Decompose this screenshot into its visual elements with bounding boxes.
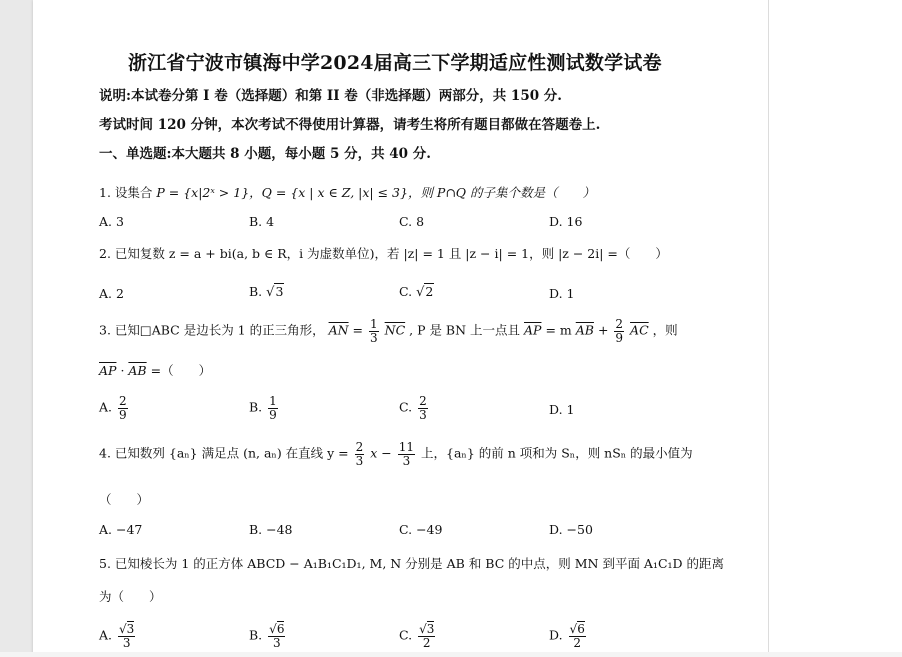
frac-denominator: 9: [269, 407, 277, 422]
q2-option-b-label: B.: [249, 284, 263, 299]
q2-option-d[interactable]: D. 1: [549, 286, 575, 301]
frac-numerator: 2: [355, 440, 364, 454]
fraction: [268, 395, 278, 421]
instruction-line-2: 考试时间 120 分钟，本次考试不得使用计算器，请考生将所有题目都做在答题卷上.: [99, 117, 601, 133]
q3-option-a-label: A.: [99, 399, 113, 415]
question-4-paren: （ ）: [99, 492, 150, 507]
fraction-two-ninths: [614, 318, 624, 344]
q1-sets: P = {x|2ˣ > 1}，Q = {x | x ∈ Z, |x| ≤ 3}，则 P∩Q 的子集个数是（ ）: [156, 185, 596, 200]
sqrt-symbol: √2: [416, 284, 434, 300]
frac-denominator: 3: [272, 635, 281, 650]
frac-numerator: 2: [419, 394, 427, 408]
q3-option-c-label: C.: [399, 399, 413, 415]
vector-nc: $\overline{NC}$: [384, 322, 406, 338]
q2-option-b-radicand: 3: [275, 284, 284, 299]
side-panel: [768, 0, 902, 657]
q2-option-c-label: C.: [399, 284, 413, 299]
q2-option-a[interactable]: A. 2: [99, 286, 124, 301]
question-3: [99, 318, 678, 344]
fraction: $\frac{√6}{3}$: [269, 622, 285, 650]
q1-option-a[interactable]: A. 3: [99, 214, 124, 229]
fraction: $\frac{√6}{2}$: [569, 622, 585, 650]
fraction: $\frac{√3}{3}$: [119, 622, 135, 650]
bottom-scrollbar[interactable]: [0, 652, 902, 657]
q1-prefix: 1. 设集合: [99, 185, 153, 200]
radicand: 6: [577, 622, 585, 636]
q5-option-a-label: A.: [99, 627, 113, 643]
frac-numerator: 1: [370, 317, 378, 331]
sqrt-symbol: √3: [266, 284, 284, 300]
question-4: [99, 441, 693, 467]
q3-line2-end: =（ ）: [150, 363, 212, 378]
question-2: 2. 已知复数 z = a + bi(a, b ∈ R，i 为虚数单位)，若 |z| = 1 且 |z − i| = 1，则 |z − 2i| =（ ）: [99, 246, 668, 261]
frac-denominator: 3: [355, 453, 364, 468]
vector-ab: $\overline{AB}$: [575, 322, 594, 338]
radicand: 6: [276, 622, 285, 636]
q5-option-a[interactable]: [99, 623, 137, 649]
exam-title: 浙江省宁波市镇海中学2024届高三下学期适应性测试数学试卷: [128, 52, 662, 74]
question-5-line-2: 为（ ）: [99, 589, 162, 604]
frac-denominator: 9: [119, 407, 127, 422]
frac-numerator: 2: [119, 394, 127, 408]
q3-option-a[interactable]: [99, 395, 130, 421]
q3-text-end: ，则: [652, 322, 678, 338]
question-1: [99, 187, 595, 200]
frac-denominator: 3: [402, 453, 411, 468]
q5-option-d[interactable]: [549, 623, 588, 649]
q5-option-b[interactable]: [249, 623, 287, 649]
question-5: 5. 已知棱长为 1 的正方体 ABCD − A₁B₁C₁D₁, M, N 分别是 AB 和 BC 的中点，则 MN 到平面 A₁C₁D 的距离: [99, 556, 725, 571]
q2-option-c[interactable]: [399, 286, 434, 299]
q4-option-b[interactable]: B. −48: [249, 522, 293, 537]
fraction-two-thirds: [355, 441, 365, 467]
q5-option-c[interactable]: [399, 623, 437, 649]
fraction-eleven-thirds: [398, 441, 415, 467]
q2-option-c-radicand: 2: [425, 284, 434, 299]
q3-option-b[interactable]: [249, 395, 280, 421]
frac-denominator: 3: [122, 635, 131, 650]
q3-option-b-label: B.: [249, 399, 263, 415]
instruction-line-1: 说明:本试卷分第 I 卷（选择题）和第 II 卷（非选择题）两部分，共 150 分.: [99, 88, 563, 104]
q1-option-b[interactable]: B. 4: [249, 214, 275, 229]
q1-option-c[interactable]: C. 8: [399, 214, 425, 229]
q1-option-d[interactable]: D. 16: [549, 214, 583, 229]
fraction: $\frac{√3}{2}$: [419, 622, 435, 650]
fraction: [418, 395, 428, 421]
q4-option-c[interactable]: C. −49: [399, 522, 443, 537]
q4-text-b: 上，{aₙ} 的前 n 项和为 Sₙ，则 nSₙ 的最小值为: [421, 445, 693, 461]
q3-plus: +: [597, 322, 609, 338]
q3-text-mid: , P 是 BN 上一点且: [409, 322, 521, 338]
vector-an: $\overline{AN}$: [328, 322, 349, 338]
q5-option-b-label: B.: [249, 627, 263, 643]
q3-equals: =: [352, 322, 364, 338]
q4-option-a[interactable]: A. −47: [99, 522, 143, 537]
frac-numerator: 11: [398, 440, 415, 454]
dot-operator: ·: [120, 363, 125, 378]
q5-option-c-label: C.: [399, 627, 413, 643]
question-3-line-2: [99, 365, 211, 378]
q3-equals-m: = m: [545, 322, 572, 338]
fraction: [118, 395, 128, 421]
vector-ap: $\overline{AP}$: [524, 322, 542, 338]
vector-ac: $\overline{AC}$: [630, 322, 649, 338]
q4-text-a: 4. 已知数列 {aₙ} 满足点 (n, aₙ) 在直线 y =: [99, 445, 349, 461]
frac-numerator: 2: [615, 317, 624, 331]
q3-option-c[interactable]: [399, 395, 430, 421]
q2-option-b[interactable]: [249, 286, 284, 299]
frac-numerator: 1: [269, 394, 277, 408]
frac-denominator: 9: [615, 330, 624, 345]
q3-text-a: 3. 已知□ABC 是边长为 1 的正三角形，: [99, 322, 325, 338]
frac-denominator: 3: [419, 407, 427, 422]
q4-option-d[interactable]: D. −50: [549, 522, 593, 537]
q5-option-d-label: D.: [549, 627, 563, 643]
vector-ab: $\overline{AB}$: [128, 363, 147, 378]
frac-denominator: 2: [422, 635, 431, 650]
radicand: 3: [426, 622, 435, 636]
q3-option-d[interactable]: D. 1: [549, 402, 575, 417]
frac-denominator: 2: [573, 635, 582, 650]
q4-x-minus: x −: [370, 445, 392, 461]
radicand: 3: [126, 622, 135, 636]
fraction-one-third: [369, 318, 379, 344]
vector-ap: $\overline{AP}$: [99, 363, 117, 378]
frac-denominator: 3: [370, 330, 378, 345]
section-heading: 一、单选题:本大题共 8 小题，每小题 5 分，共 40 分.: [99, 146, 431, 162]
